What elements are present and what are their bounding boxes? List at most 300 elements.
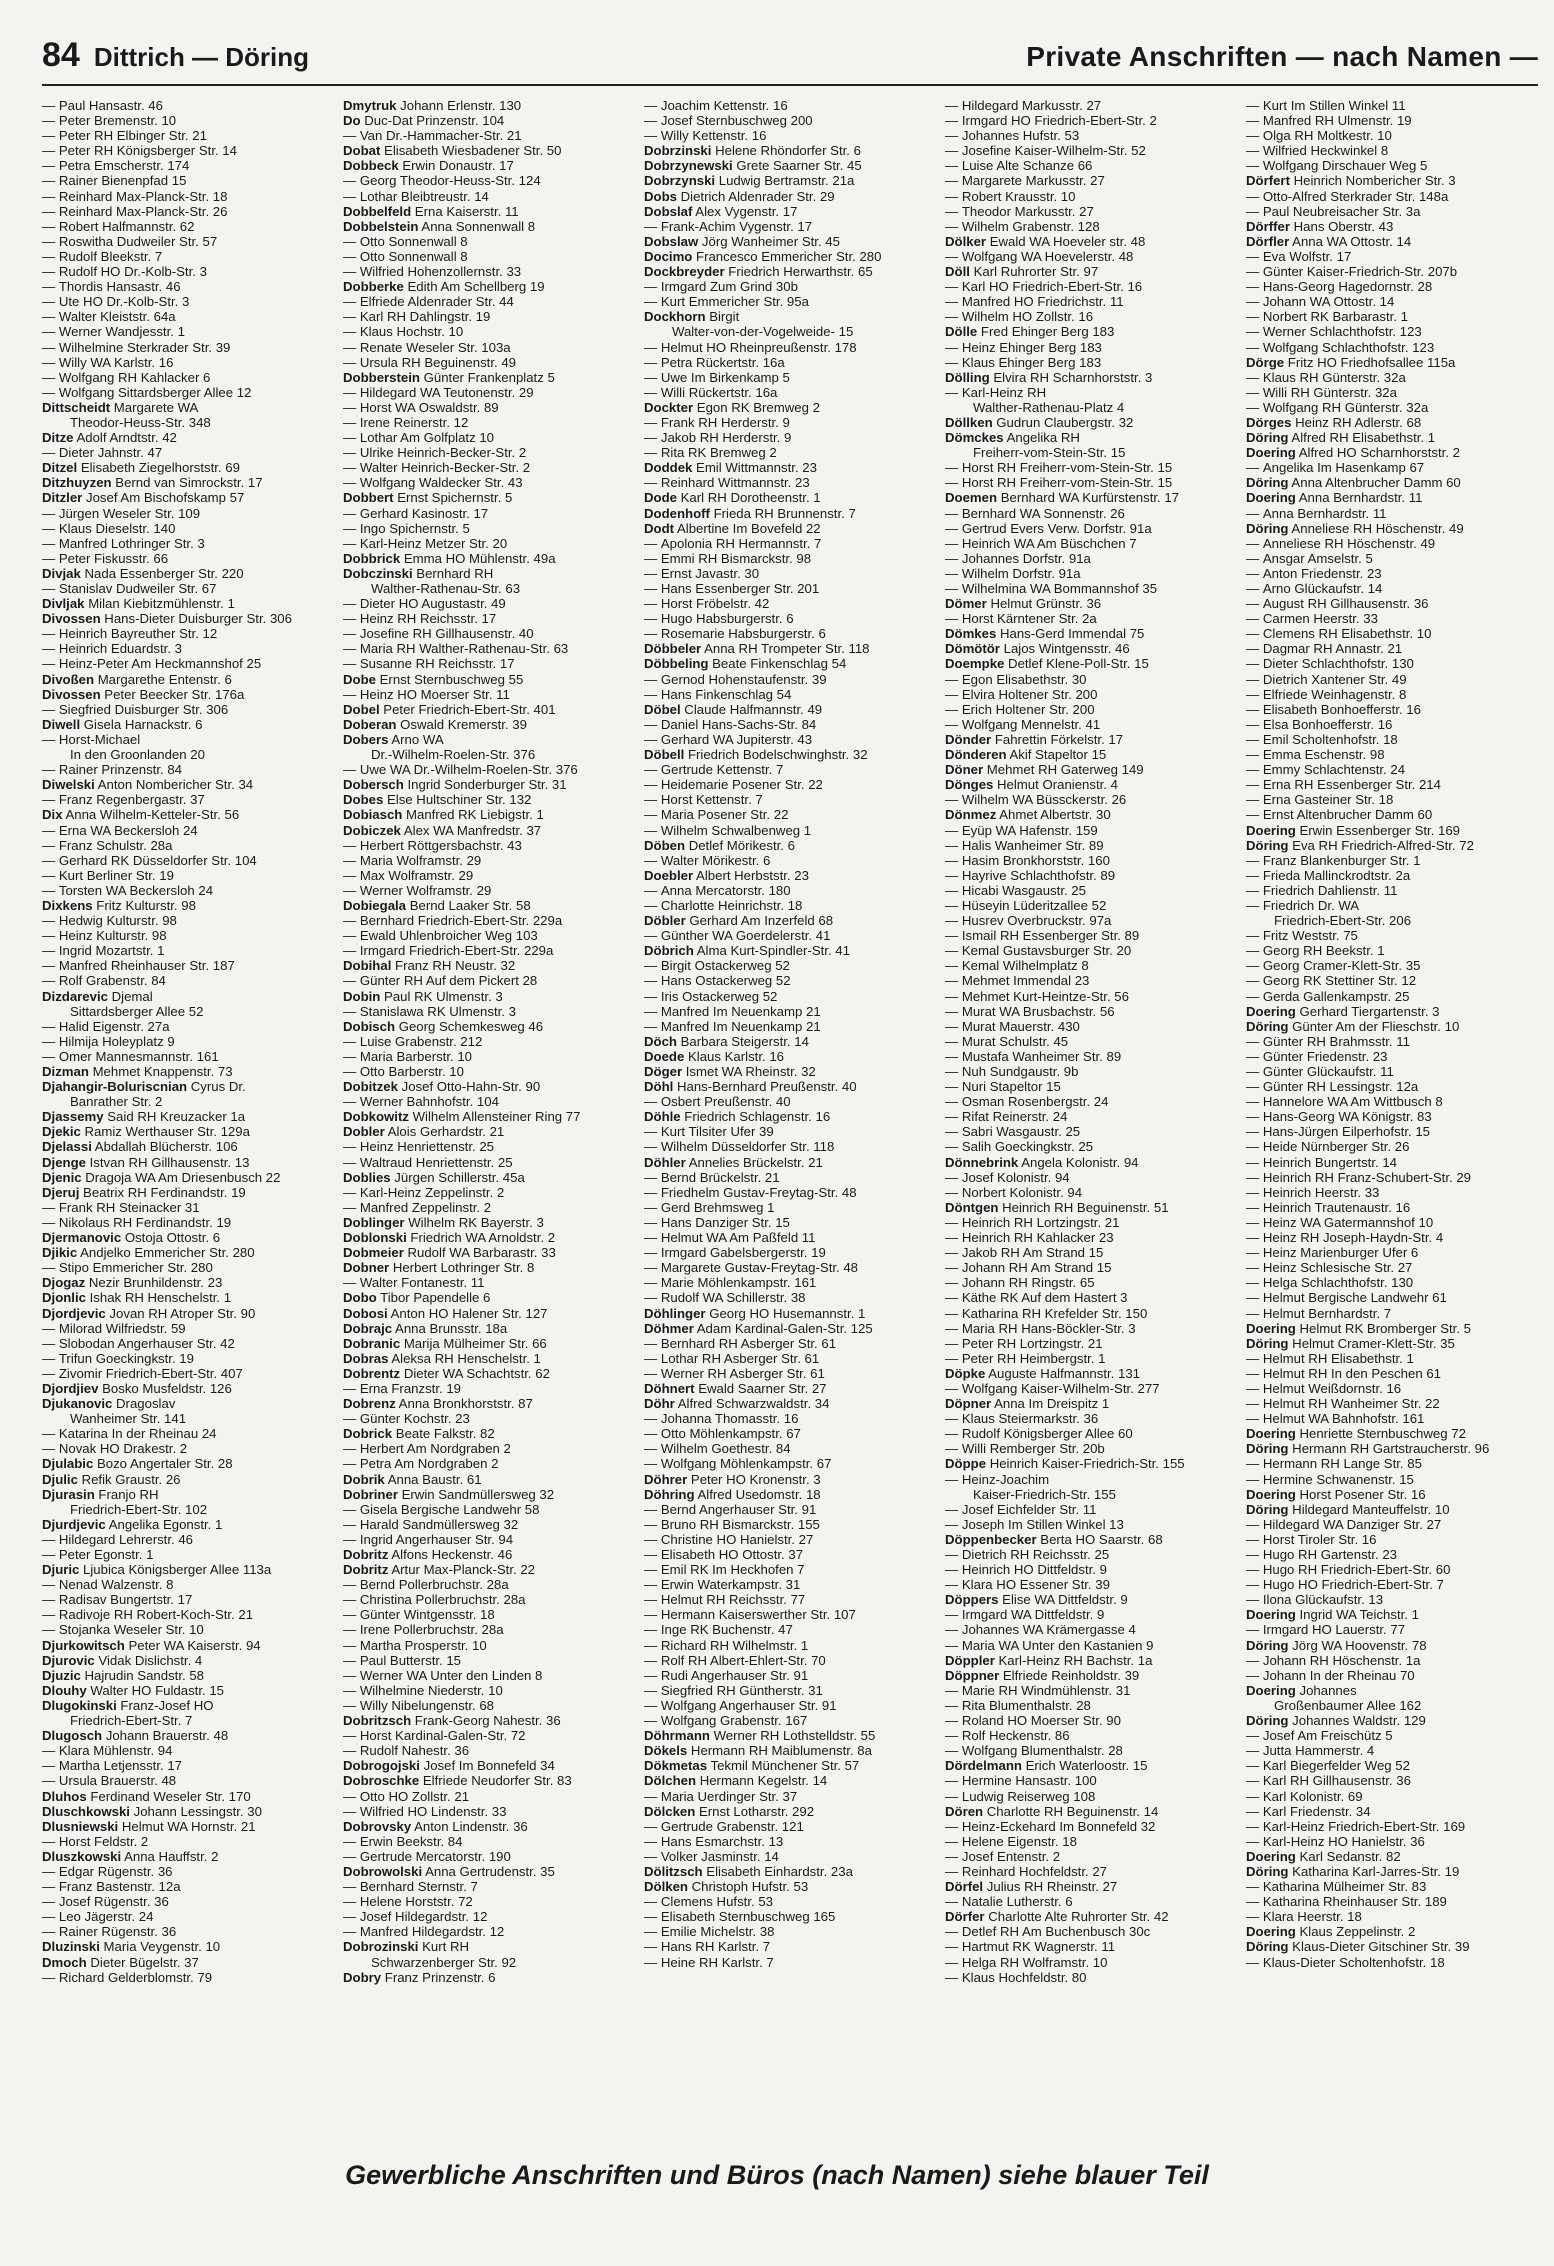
surname-entry [42, 1155, 329, 1170]
surname-entry [42, 1306, 329, 1321]
sub-entry [945, 1004, 1232, 1019]
entry-details: Hugo Habsburgerstr. 6 [660, 611, 794, 627]
sub-entry [644, 219, 931, 234]
sub-entry [42, 1894, 329, 1909]
entry-details: Elfriede Reinholdstr. 39 [999, 1667, 1140, 1683]
entry-details: Jakob RH Herderstr. 9 [660, 430, 792, 446]
sub-entry [644, 1336, 931, 1351]
entry-details: Gerda Gallenkampstr. 25 [1262, 988, 1410, 1004]
entry-details: Renate Weseler Str. 103a [359, 339, 511, 355]
entry-details: Volker Jasminstr. 14 [660, 1848, 779, 1864]
surname: Dluszkowski [42, 1848, 122, 1864]
entry-details: Erna Gasteiner Str. 18 [1262, 792, 1394, 808]
surname-entry [1246, 521, 1533, 536]
entry-details: Uwe Im Birkenkamp 5 [660, 369, 790, 385]
entry-details: Ljubica Königsberger Allee 113a [79, 1562, 272, 1578]
sub-entry [343, 264, 630, 279]
sub-entry [1246, 1758, 1533, 1773]
sub-entry [42, 1049, 329, 1064]
sub-entry [945, 521, 1232, 536]
surname-entry [42, 1668, 329, 1683]
sub-entry [644, 385, 931, 400]
surname-entry [644, 1109, 931, 1124]
sub-entry [945, 1955, 1232, 1970]
surname: Divjak [42, 565, 81, 581]
entry-details: Hans Finkenschlag 54 [660, 686, 792, 702]
entry-details: Georg RH Beekstr. 1 [1262, 943, 1385, 959]
sub-entry [343, 355, 630, 370]
surname: Döben [644, 837, 686, 853]
sub-entry [343, 521, 630, 536]
sub-entry [644, 1004, 931, 1019]
surname: Dömer [945, 596, 987, 612]
sub-entry [644, 989, 931, 1004]
entry-details: Walter Kleiststr. 64a [58, 309, 176, 325]
sub-entry [1246, 1955, 1533, 1970]
sub-entry [42, 732, 329, 747]
entry-details: Emilie Michelstr. 38 [660, 1924, 775, 1940]
entry-details: Hans-Georg Hagedornstr. 28 [1262, 279, 1433, 295]
sub-entry [42, 1532, 329, 1547]
entry-details: Georg HO Husemannstr. 1 [705, 1305, 866, 1321]
surname-entry [644, 1079, 931, 1094]
entry-details: Theodor Markusstr. 27 [961, 203, 1094, 219]
surname-entry [945, 747, 1232, 762]
surname: Djelassi [42, 1139, 92, 1155]
surname: Dmytruk [343, 98, 397, 113]
sub-entry [644, 1170, 931, 1185]
surname: Djenge [42, 1154, 86, 1170]
sub-entry [1246, 958, 1533, 973]
sub-entry [945, 536, 1232, 551]
surname: Döring [1246, 1501, 1289, 1517]
entry-details: Kurt Tilsiter Ufer 39 [660, 1124, 774, 1140]
surname: Dittscheidt [42, 399, 111, 415]
entry-details: Fred Ehinger Berg 183 [977, 324, 1115, 340]
entry-details: Alfred Schwarzwaldstr. 34 [674, 1396, 830, 1412]
surname: Dobrzynewski [644, 158, 733, 174]
sub-entry [644, 1139, 931, 1154]
sub-entry [42, 189, 329, 204]
entry-details: Elisabeth Sternbuschweg 165 [660, 1909, 836, 1925]
surname: Doering [1246, 445, 1296, 461]
sub-entry [42, 1547, 329, 1562]
surname: Döppner [945, 1667, 1000, 1683]
entry-details: Klara HO Essener Str. 39 [961, 1577, 1110, 1593]
entry-details: Ernst Spichernstr. 5 [393, 490, 513, 506]
surname-entry [945, 762, 1232, 777]
entry-details: Uwe WA Dr.-Wilhelm-Roelen-Str. 376 [359, 762, 578, 778]
entry-details: Hugo RH Friedrich-Ebert-Str. 60 [1262, 1562, 1451, 1578]
sub-entry [945, 1260, 1232, 1275]
surname-entry [644, 1321, 931, 1336]
entry-details: Hans Danziger Str. 15 [660, 1214, 790, 1230]
sub-entry [42, 641, 329, 656]
entry-details: Bozo Angertaler Str. 28 [93, 1456, 233, 1472]
sub-entry [343, 1456, 630, 1471]
surname: Doberan [343, 716, 397, 732]
entry-details: Bernd Angerhauser Str. 91 [660, 1501, 817, 1517]
entry-details: Frank RH Herderstr. 9 [660, 414, 790, 430]
surname-entry [343, 279, 630, 294]
entry-details: Georg RK Stettiner Str. 12 [1262, 973, 1417, 989]
surname-entry [945, 430, 1232, 445]
surname: Dobkowitz [343, 1109, 409, 1125]
sub-entry [945, 989, 1232, 1004]
entry-details: Martha Prosperstr. 10 [359, 1637, 487, 1653]
entry-details: Artur Max-Planck-Str. 22 [388, 1562, 535, 1578]
sub-entry [945, 1034, 1232, 1049]
entry-details: Helmut Cramer-Klett-Str. 35 [1288, 1335, 1455, 1351]
sub-entry [1246, 1577, 1533, 1592]
surname: Doering [1246, 1848, 1296, 1864]
entry-details: Elfriede Neudorfer Str. 83 [419, 1773, 572, 1789]
entry-details: Robert Krausstr. 10 [961, 188, 1076, 204]
entry-details: Anneliese RH Höschenstr. 49 [1262, 535, 1436, 551]
sub-entry [343, 1200, 630, 1215]
sub-entry [42, 536, 329, 551]
entry-details: Emmy Schlachtenstr. 24 [1262, 762, 1406, 778]
entry-details: Irene Reinerstr. 12 [359, 414, 469, 430]
surname-entry [42, 1124, 329, 1139]
sub-entry [343, 1275, 630, 1290]
surname: Dobitzek [343, 1079, 398, 1095]
sub-entry [42, 762, 329, 777]
entry-details: Peter Friedrich-Ebert-Str. 401 [379, 701, 556, 717]
entry-details: Joachim Kettenstr. 16 [660, 98, 788, 113]
surname-entry [945, 777, 1232, 792]
page-header [42, 36, 1538, 86]
entry-details: Otto Sonnenwall 8 [359, 248, 468, 264]
sub-entry [1246, 732, 1533, 747]
entry-continuation [1246, 1698, 1533, 1713]
sub-entry [1246, 1834, 1533, 1849]
surname: Dönnebrink [945, 1154, 1019, 1170]
entry-details: Trifun Goeckingkstr. 19 [58, 1350, 194, 1366]
entry-details: Eva Wolfstr. 17 [1262, 248, 1352, 264]
entry-details: Dragoslav [112, 1396, 176, 1412]
entry-details: Bernhard WA Sonnenstr. 26 [961, 505, 1125, 521]
surname-entry [42, 672, 329, 687]
sub-entry [343, 641, 630, 656]
sub-entry [945, 1607, 1232, 1622]
entry-details: Walter Mörikestr. 6 [660, 852, 771, 868]
entry-details: Willi RH Günterstr. 32a [1262, 384, 1397, 400]
entry-details: Frank-Achim Vygenstr. 17 [660, 218, 813, 234]
entry-details: Arno Glückaufstr. 14 [1262, 581, 1383, 596]
sub-entry [1246, 1094, 1533, 1109]
entry-details: Rudi Angerhauser Str. 91 [660, 1667, 809, 1683]
entry-details: Peter Fiskusstr. 66 [58, 550, 169, 566]
sub-entry [644, 1230, 931, 1245]
entry-details: Dieter Jahnstr. 47 [58, 445, 163, 461]
entry-details: Franz-Josef HO [116, 1697, 214, 1713]
entry-details: Ingrid Sonderburger Str. 31 [403, 777, 567, 793]
entry-details: Anna Hauffstr. 2 [121, 1848, 219, 1864]
entry-details: Mehmet Knappenstr. 73 [88, 1064, 233, 1079]
sub-entry [42, 551, 329, 566]
entry-details: Otto-Alfred Sterkrader Str. 148a [1262, 188, 1449, 204]
entry-details: Omer Mannesmannstr. 161 [58, 1048, 219, 1064]
entry-details: Adolf Arndtstr. 42 [73, 430, 177, 446]
entry-details: Hermine Schwanenstr. 15 [1262, 1471, 1414, 1487]
surname: Ditze [42, 430, 74, 446]
entry-details: Wilfried HO Lindenstr. 33 [359, 1803, 507, 1819]
entry-details: Alfred RH Elisabethstr. 1 [1288, 430, 1436, 446]
surname-entry [343, 1472, 630, 1487]
surname: Djogaz [42, 1275, 86, 1291]
surname: Dlusniewski [42, 1818, 119, 1834]
entry-details: Werner Wolframstr. 29 [359, 882, 492, 898]
entry-details: Peter Beecker Str. 176a [100, 686, 245, 702]
surname: Djuric [42, 1562, 80, 1578]
entry-details: Manfred Lothringer Str. 3 [58, 535, 205, 551]
entry-details: Helga Schlachthofstr. 130 [1262, 1275, 1414, 1291]
entry-details: Helene Rhöndorfer Str. 6 [711, 143, 861, 159]
entry-details: Mehmet Kurt-Heintze-Str. 56 [961, 988, 1129, 1004]
sub-entry [343, 943, 630, 958]
entry-details: Johannes Dorfstr. 91a [961, 550, 1091, 566]
entry-details: Walter Fontanestr. 11 [359, 1275, 485, 1291]
sub-entry [343, 1924, 630, 1939]
entry-details: Henriette Sternbuschweg 72 [1295, 1426, 1466, 1442]
sub-entry [1246, 943, 1533, 958]
surname: Döring [1246, 475, 1289, 491]
sub-entry [343, 1653, 630, 1668]
surname: Dobriner [343, 1486, 398, 1502]
entry-details: Günter Kaiser-Friedrich-Str. 207b [1262, 264, 1458, 280]
sub-entry [644, 1275, 931, 1290]
entry-details: Hajrudin Sandstr. 58 [80, 1667, 204, 1683]
sub-entry [343, 189, 630, 204]
sub-entry [1246, 1275, 1533, 1290]
surname-entry [644, 264, 931, 279]
sub-entry [343, 385, 630, 400]
entry-details: Heinrich RH Beguinenstr. 51 [998, 1199, 1169, 1215]
sub-entry [42, 204, 329, 219]
surname-entry [945, 415, 1232, 430]
entry-details: Helmut RH In den Peschen 61 [1262, 1365, 1441, 1381]
surname-entry [1246, 1924, 1533, 1939]
entry-details: Novak HO Drakestr. 2 [58, 1441, 188, 1457]
surname: Dörfert [1246, 173, 1290, 189]
sub-entry [945, 506, 1232, 521]
sub-entry [42, 581, 329, 596]
surname-entry [945, 234, 1232, 249]
surname-entry [42, 1170, 329, 1185]
surname-entry [644, 656, 931, 671]
surname: Dobes [343, 792, 384, 808]
entry-details: Klaus-Dieter Scholtenhofstr. 18 [1262, 1954, 1445, 1970]
surname: Döhnert [644, 1380, 695, 1396]
sub-entry [1246, 158, 1533, 173]
surname-entry [343, 1321, 630, 1336]
surname-entry [945, 1532, 1232, 1547]
entry-details: Elvira Holtener Str. 200 [961, 686, 1098, 702]
surname-entry [644, 309, 931, 324]
entry-details: Heinrich Bayreuther Str. 12 [58, 626, 218, 642]
surname-entry [343, 158, 630, 173]
surname-entry [644, 1396, 931, 1411]
entry-details: Erwin Waterkampstr. 31 [660, 1577, 801, 1593]
entry-details: Otto Barberstr. 10 [359, 1064, 464, 1079]
entry-details: Wilfried Heckwinkel 8 [1262, 143, 1389, 159]
entry-details: Maria Veygenstr. 10 [99, 1939, 221, 1955]
entry-details: Friedrich-Ebert-Str. 206 [1274, 913, 1412, 929]
entry-details: Freiherr-vom-Stein-Str. 15 [973, 445, 1126, 461]
entry-details: Bernhard Sternstr. 7 [359, 1879, 478, 1895]
sub-entry [1246, 1472, 1533, 1487]
entry-details: Heinrich Eduardstr. 3 [58, 641, 183, 657]
surname-entry [1246, 1849, 1533, 1864]
sub-entry [644, 1019, 931, 1034]
entry-details: Johannes [1295, 1682, 1357, 1698]
entry-details: Klaus Steiermarkstr. 36 [961, 1411, 1099, 1427]
surname: Dobers [343, 731, 389, 747]
entry-details: Peter RH Lortzingstr. 21 [961, 1335, 1103, 1351]
sub-entry [343, 1139, 630, 1154]
entry-details: Norbert Kolonistr. 94 [961, 1184, 1083, 1200]
sub-entry [42, 702, 329, 717]
surname-entry [343, 219, 630, 234]
entry-details: Horst Feldstr. 2 [58, 1833, 149, 1849]
sub-entry [343, 1789, 630, 1804]
surname-entry [1246, 1502, 1533, 1517]
sub-entry [1246, 672, 1533, 687]
entry-details: Gerd Brehmsweg 1 [660, 1199, 775, 1215]
surname: Döbrich [644, 943, 694, 959]
surname-entry [1246, 445, 1533, 460]
sub-entry [1246, 1592, 1533, 1607]
sub-entry [1246, 279, 1533, 294]
sub-entry [42, 340, 329, 355]
surname: Dobiegala [343, 897, 407, 913]
entry-details: Birgit [705, 309, 740, 325]
surname: Dölle [945, 324, 978, 340]
entry-details: Heinrich WA Am Büschchen 7 [961, 535, 1137, 551]
surname-entry [42, 1955, 329, 1970]
surname-entry [343, 551, 630, 566]
entry-details: Hans-Gerd Immendal 75 [996, 626, 1145, 642]
surname-entry [343, 1562, 630, 1577]
sub-entry [945, 1230, 1232, 1245]
surname: Döhrer [644, 1471, 688, 1487]
entry-details: Georg Cramer-Klett-Str. 35 [1262, 958, 1421, 974]
sub-entry [945, 551, 1232, 566]
surname: Döhr [644, 1396, 675, 1412]
entry-details: Wilhelmina WA Bommannshof 35 [961, 581, 1158, 596]
entry-details: Elisabeth Ziegelhorststr. 69 [77, 460, 240, 476]
surname: Dobritz [343, 1562, 389, 1578]
surname-entry [42, 1472, 329, 1487]
sub-entry [42, 445, 329, 460]
sub-entry [1246, 566, 1533, 581]
surname: Djenic [42, 1169, 82, 1185]
sub-entry [42, 792, 329, 807]
entry-details: Heinrich Nombericher Str. 3 [1289, 173, 1456, 189]
surname-entry [644, 400, 931, 415]
entry-details: Bernd Brückelstr. 21 [660, 1169, 780, 1185]
surname-entry [343, 1713, 630, 1728]
entry-details: Josef Eichfelder Str. 11 [961, 1501, 1097, 1517]
entry-details: Johannes Hufstr. 53 [961, 128, 1080, 144]
entry-details: Helmut RH Reichsstr. 77 [660, 1592, 806, 1608]
sub-entry [644, 1547, 931, 1562]
surname-entry [343, 1170, 630, 1185]
surname-entry [644, 1758, 931, 1773]
entry-details: Peter RH Königsberger Str. 14 [58, 143, 237, 159]
sub-entry [343, 1638, 630, 1653]
surname: Djassemy [42, 1109, 104, 1125]
surname: Djeruj [42, 1184, 80, 1200]
sub-entry [42, 1321, 329, 1336]
entry-details: Gernod Hohenstaufenstr. 39 [660, 671, 827, 687]
surname-entry [343, 807, 630, 822]
entry-details: Jovan RH Atroper Str. 90 [105, 1305, 256, 1321]
entry-continuation [42, 747, 329, 762]
sub-entry [42, 1622, 329, 1637]
surname: Döpner [945, 1396, 992, 1412]
listing-column-5 [1246, 98, 1533, 2148]
entry-details: Aleksa RH Henschelstr. 1 [388, 1350, 541, 1366]
surname: Dobrik [343, 1471, 385, 1487]
surname-entry [42, 1185, 329, 1200]
sub-entry [343, 1411, 630, 1426]
entry-details: Angelika Egonstr. 1 [105, 1516, 223, 1532]
surname-entry [945, 1456, 1232, 1471]
sub-entry [343, 1728, 630, 1743]
surname: Döbel [644, 701, 681, 717]
entry-details: Charlotte RH Beguinenstr. 14 [983, 1803, 1159, 1819]
sub-entry [644, 1411, 931, 1426]
sub-entry [1246, 551, 1533, 566]
surname-entry [945, 1155, 1232, 1170]
sub-entry [1246, 777, 1533, 792]
surname-entry [644, 1381, 931, 1396]
sub-entry [945, 943, 1232, 958]
surname-entry [644, 490, 931, 505]
entry-details: Johanna Thomasstr. 16 [660, 1411, 799, 1427]
entry-details: Walter-von-der-Vogelweide- 15 [672, 324, 854, 340]
entry-details: Ahmet Albertstr. 30 [996, 807, 1111, 823]
surname: Dökmetas [644, 1758, 708, 1774]
surname: Djukanovic [42, 1396, 113, 1412]
entry-details: Robert Halfmannstr. 62 [58, 218, 195, 234]
surname-entry [644, 1728, 931, 1743]
entry-details: Frank RH Steinacker 31 [58, 1199, 200, 1215]
surname-entry [644, 868, 931, 883]
sub-entry [42, 1351, 329, 1366]
entry-details: Richard Gelderblomstr. 79 [58, 1969, 213, 1985]
surname-entry [42, 475, 329, 490]
surname: Doering [1246, 1320, 1296, 1336]
entry-details: Manfred RH Ulmenstr. 19 [1262, 113, 1412, 129]
sub-entry [42, 1215, 329, 1230]
sub-entry [1246, 1789, 1533, 1804]
surname-entry [42, 807, 329, 822]
entry-details: Sittardsberger Allee 52 [70, 1003, 204, 1019]
surname: Döhler [644, 1154, 686, 1170]
entry-details: Eyüp WA Hafenstr. 159 [961, 822, 1098, 838]
entry-details: Helmut RH Elisabethstr. 1 [1262, 1350, 1414, 1366]
entry-details: Werner Schlachthofstr. 123 [1262, 324, 1422, 340]
entry-details: Helmut WA Am Paßfeld 11 [660, 1230, 816, 1246]
entry-details: Helene Eigenstr. 18 [961, 1833, 1077, 1849]
entry-details: Francesco Emmericher Str. 280 [692, 248, 882, 264]
surname: Döring [1246, 1713, 1289, 1729]
entry-details: Christina Pollerbruchstr. 28a [359, 1592, 526, 1608]
sub-entry [42, 1607, 329, 1622]
